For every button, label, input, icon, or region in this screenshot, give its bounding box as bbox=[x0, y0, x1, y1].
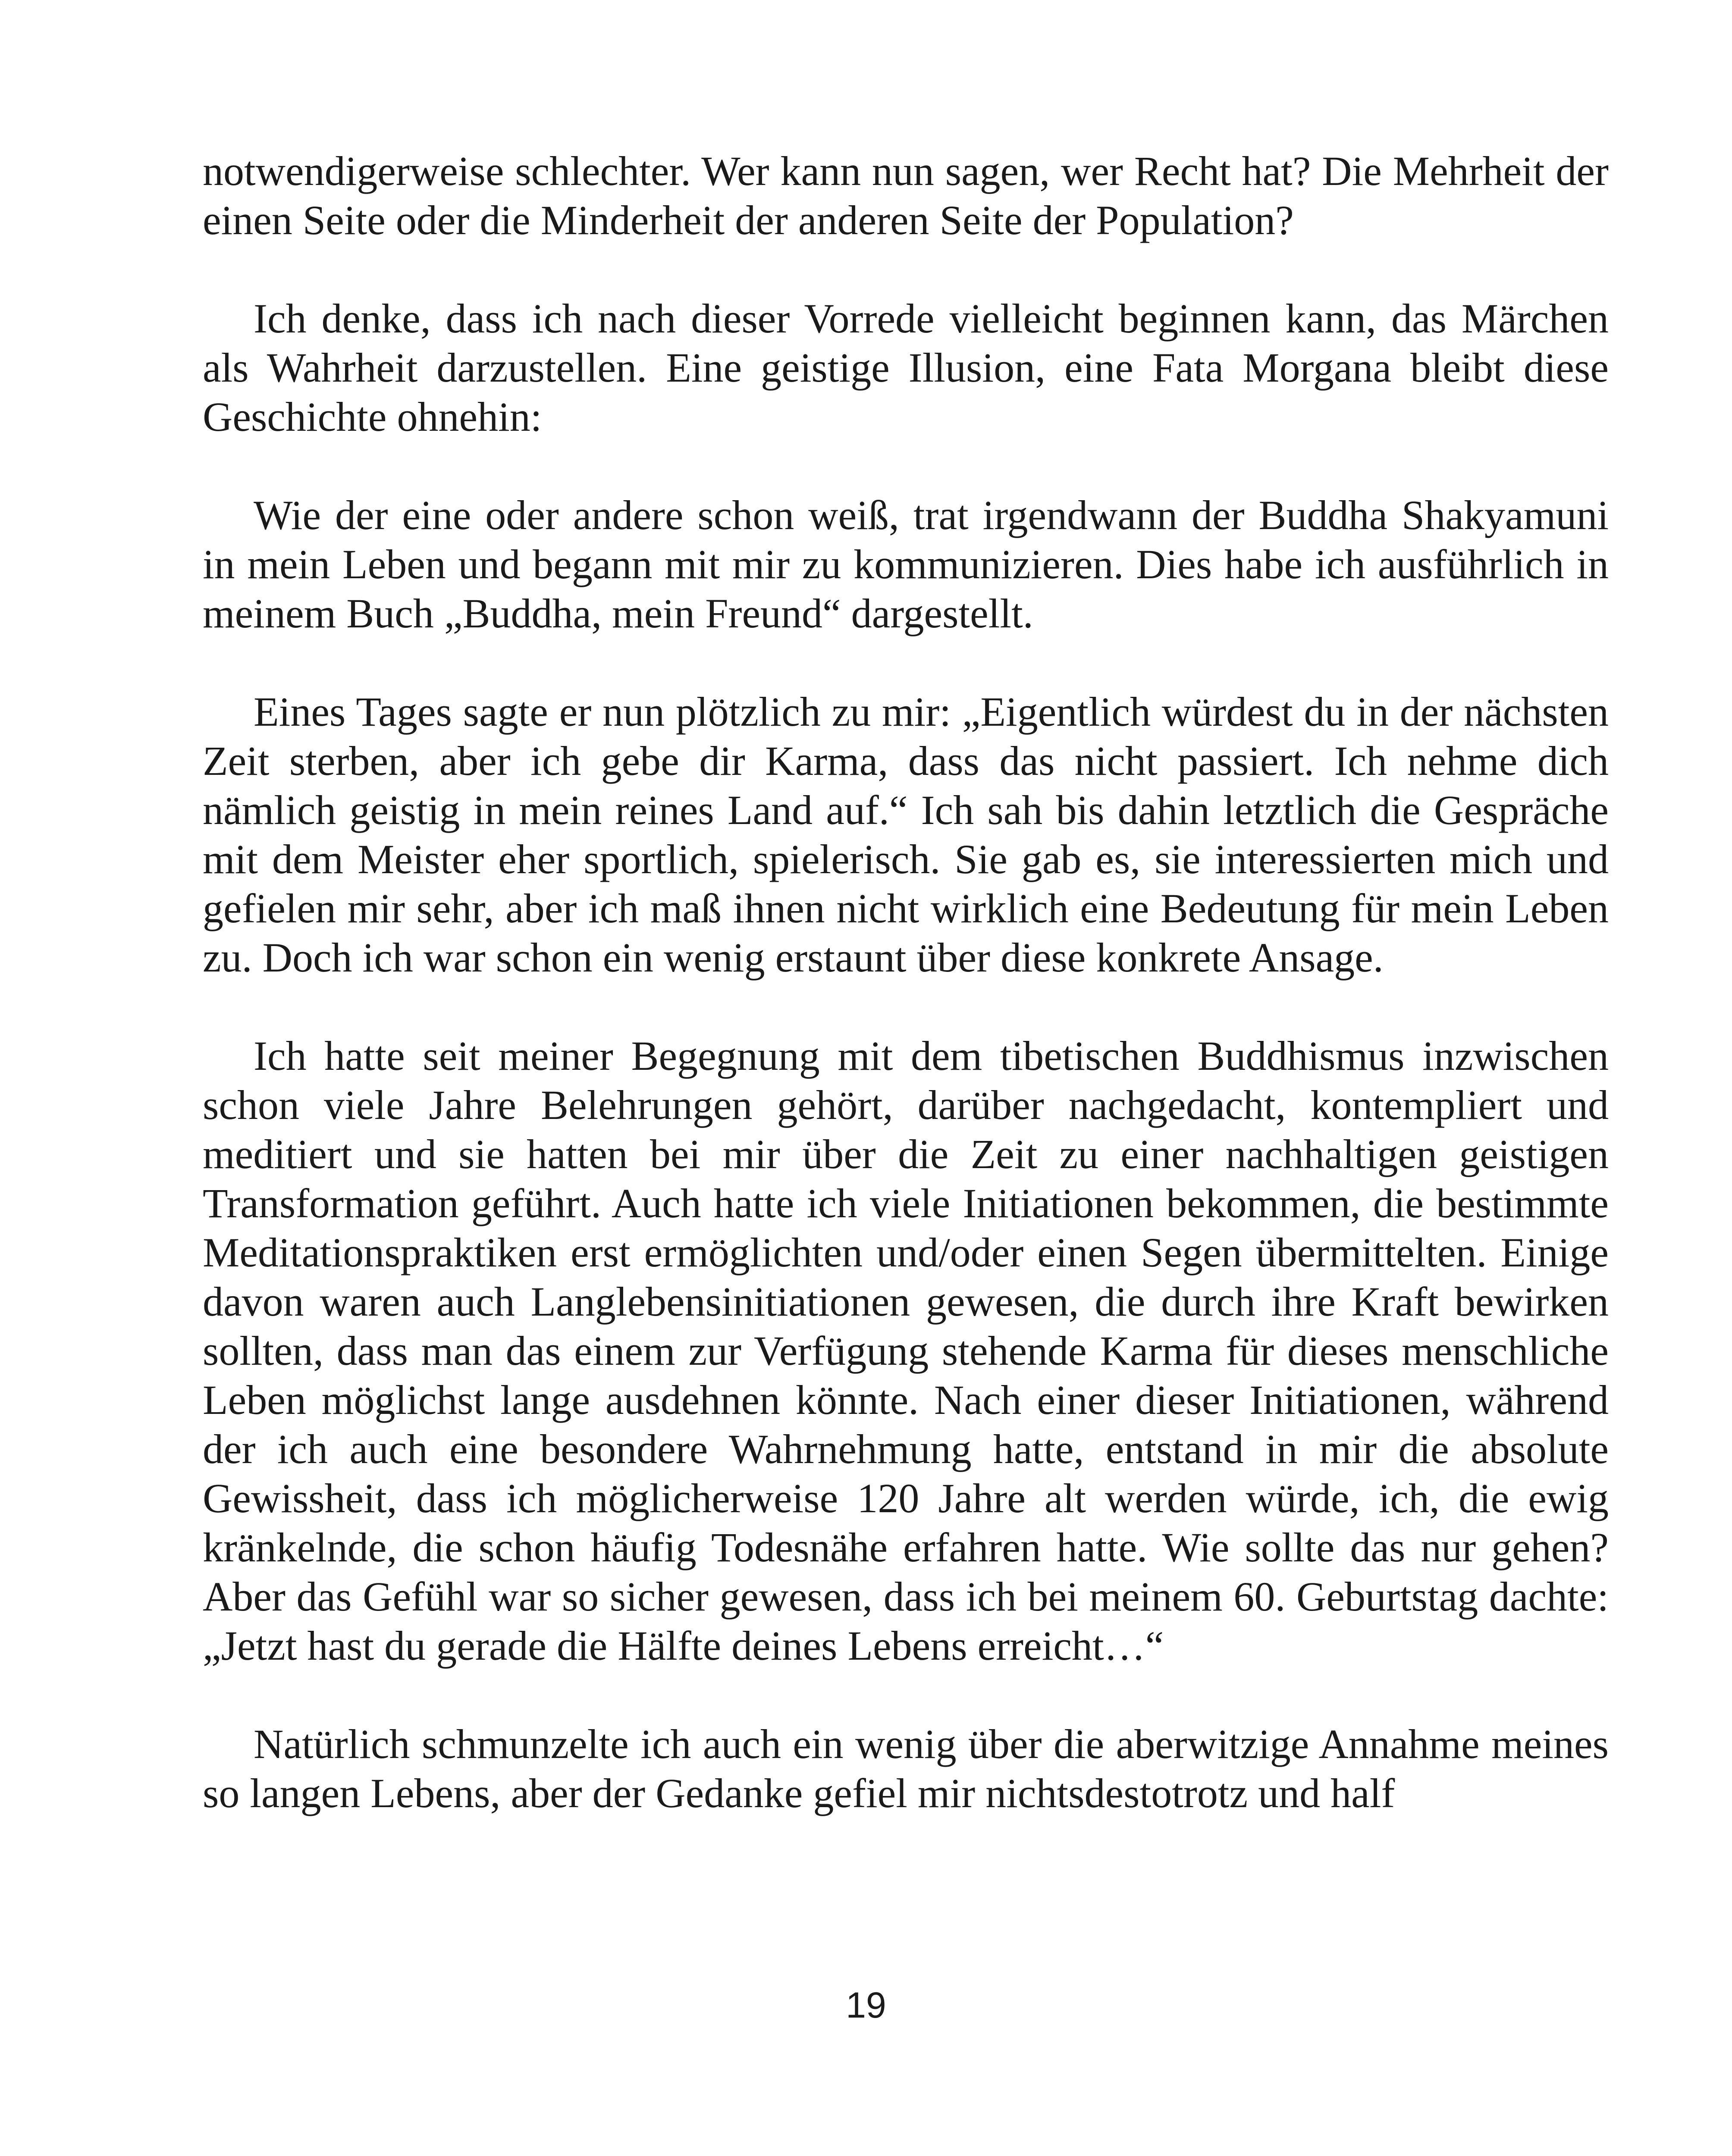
paragraph-4: Eines Tages sagte er nun plötzlich zu mir: „Eigentlich würdest du in der nächsten Zeit sterben, aber ich gebe dir Karma, dass das nicht passiert. Ich nehme dich nämlich geistig in mein reines Land auf.“ Ich sah bis dahin letztlich die Gespräche mit dem Meister eher sportlich, spielerisch. Sie gab es, sie interessierten mich und gefielen mir sehr, aber ich maß ihnen nicht wirklich eine Bedeutung für mein Leben zu. Doch ich war schon ein wenig erstaunt über diese konkrete Ansage. bbox=[203, 689, 1609, 981]
body-text bbox=[203, 147, 1609, 1818]
paragraph-2: Ich denke, dass ich nach dieser Vorrede vielleicht beginnen kann, das Märchen als Wahrheit darzustellen. Eine geistige Illusion, eine Fata Morgana bleibt diese Geschichte ohnehin: bbox=[203, 295, 1609, 440]
paragraph-3: Wie der eine oder andere schon weiß, trat irgendwann der Buddha Shakyamuni in mein Leben und begann mit mir zu kommunizieren. Dies habe ich ausführlich in meinem Buch „Buddha, mein Freund“ dargestellt. bbox=[203, 492, 1609, 636]
paragraph-6: Natürlich schmunzelte ich auch ein wenig über die aberwitzige Annahme meines so langen Lebens, aber der Gedanke gefiel mir nichtsdestotrotz und half bbox=[203, 1721, 1609, 1816]
paragraph-5: Ich hatte seit meiner Begegnung mit dem tibetischen Buddhismus inzwischen schon viele Jahre Belehrungen gehört, darüber nachgedacht, kontempliert und meditiert und sie hatten bei mir über die Zeit zu einer nachhaltigen geistigen Transformation geführt. Auch hatte ich viele Initiationen bekommen, die bestimmte Meditationspraktiken erst ermöglichten und/oder einen Segen übermittelten. Einige davon waren auch Langlebensinitiationen gewesen, die durch ihre Kraft bewirken sollten, dass man das einem zur Verfügung stehende Karma für dieses menschliche Leben möglichst lange ausdehnen könnte. Nach einer dieser Initiationen, während der ich auch eine besondere Wahrnehmung hatte, entstand in mir die absolute Gewissheit, dass ich möglicherweise 120 Jahre alt werden würde, ich, die ewig kränkelnde, die schon häufig Todesnähe erfahren hatte. Wie sollte das nur gehen? Aber das Gefühl war so sicher gewesen, dass ich bei meinem 60. Geburtstag dachte: „Jetzt hast du gerade die Hälfte deines Lebens erreicht…“ bbox=[203, 1033, 1609, 1669]
paragraph-1: notwendigerweise schlechter. Wer kann nun sagen, wer Recht hat? Die Mehrheit der einen Seite oder die Minderheit der anderen Seite der Population? bbox=[203, 148, 1609, 243]
page-number: 19 bbox=[846, 1985, 886, 2025]
